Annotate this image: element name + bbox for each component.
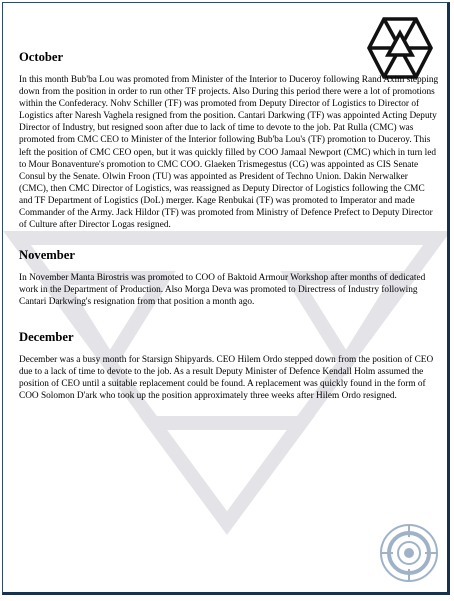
section-heading-november: November bbox=[19, 248, 75, 263]
corner-seal-emblem-icon bbox=[378, 522, 440, 584]
section-body-december: December was a busy month for Starsign Shipyards. CEO Hilem Ordo stepped down from the position of CEO due to a lack of time to devote to the job. As a result Deputy Minister of Defence Kendall Holm assumed the position of CEO until a suitable replacement could be found. A replacement was quickly found in the form of COO Solomon D'ark who took up the position approximately three weeks after Hilem Ordo resigned. bbox=[19, 354, 434, 401]
section-november bbox=[19, 248, 439, 308]
section-december bbox=[19, 330, 439, 402]
section-body-october: In this month Bub'ba Lou was promoted from Minister of the Interior to Duceroy following Rand Axim stepping down from the position in order to run other TF projects. Also During this period there were a lot of promotions within the Confederacy. Nohv Schiller (TF) was promoted from Deputy Director of Logistics to Director of Logistics after Naresh Vaghela resigned from the position. Cantari Darkwing (TF) was appointed Acting Deputy Director of Industry, but resigned soon after due to lack of time to devote to the job. Pat Rulla (CMC) was promoted from CMC CEO to Minister of the Interior following Bub'ba Lou's (TF) promotion to Duceroy. This left the position of CMC CEO open, but it was quickly filled by COO Jamaal Newport (CMC) which in turn led to Mour Bonaventure's promotion to CMC COO. Glaeken Trismegestus (CG) was appointed as CIS Senate Consul by the Senate. Olwin Froon (TU) was appointed as President of Techno Union. Dakin Nerwalker (CMC), then CMC Director of Logistics, was reassigned as Deputy Director of Logistics following the CMC and TF Department of Logistics (DoL) merger. Kage Renbukai (TF) was promoted to Imperator and made Commander of the Army. Jack Hildor (TF) was promoted from Ministry of Defence Prefect to Deputy Director of Culture after Director Logas resigned. bbox=[19, 75, 439, 231]
section-heading-october: October bbox=[19, 50, 64, 64]
document-content bbox=[19, 50, 439, 402]
section-heading-december: December bbox=[19, 329, 74, 344]
document-page bbox=[2, 2, 450, 595]
section-october bbox=[19, 50, 439, 231]
section-body-november: In November Manta Birostris was promoted to COO of Baktoid Armour Workshop after months of dedicated work in the Department of Production. Also Morga Deva was promoted to Directress of Industry following Cantari Darkwing's resignation from that position a month ago. bbox=[19, 273, 426, 308]
